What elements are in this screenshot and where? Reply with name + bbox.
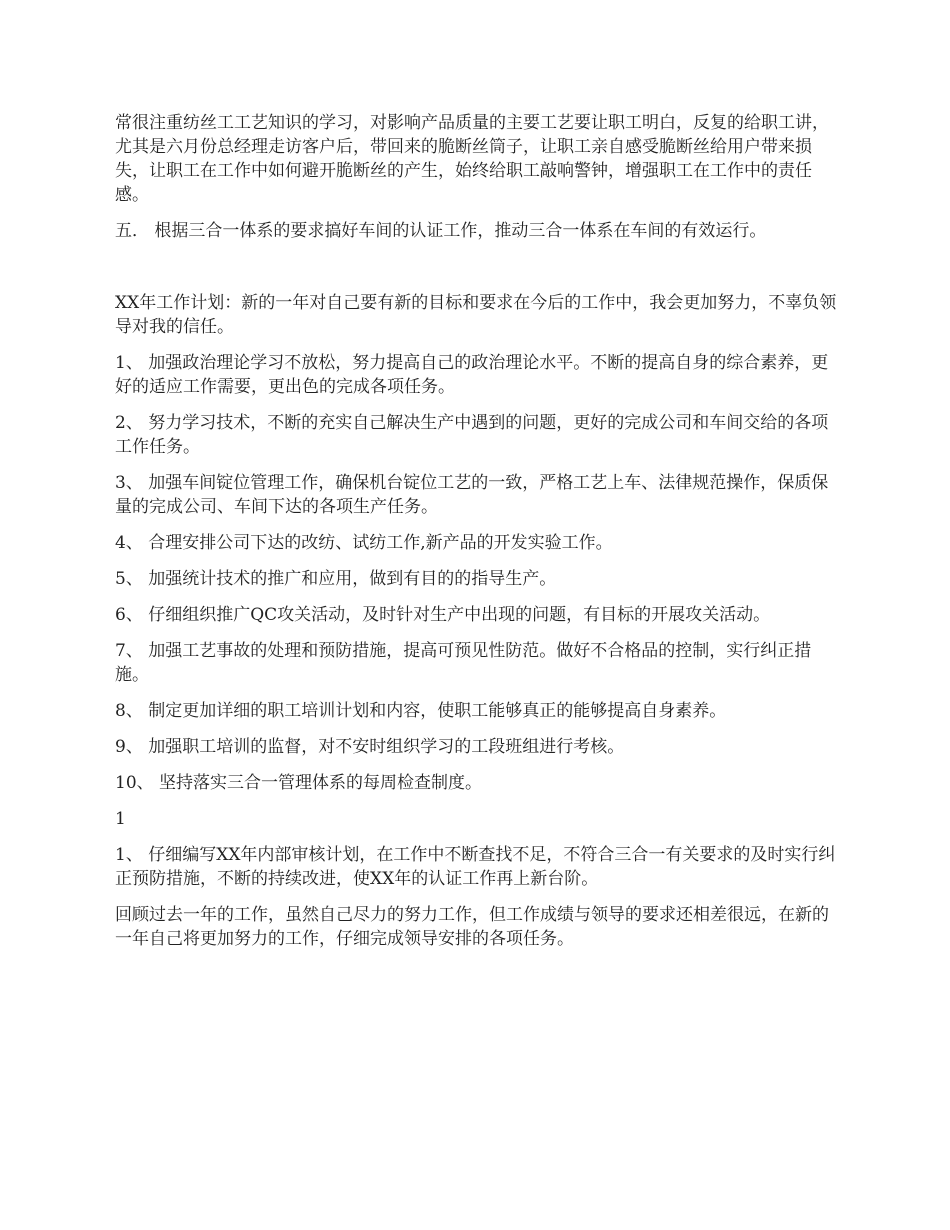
plan-item-3: 3、 加强车间锭位管理工作，确保机台锭位工艺的一致，严格工艺上车、法律规范操作，保质保量的完成公司、车间下达的各项生产任务。 (115, 473, 829, 517)
paragraph-work-plan-intro: XX年工作计划：新的一年对自己要有新的目标和要求在今后的工作中，我会更加努力，不辜负领导对我的信任。 (115, 293, 837, 337)
plan-item-6: 6、 仔细组织推广QC攻关活动，及时针对生产中出现的问题，有目标的开展攻关活动。 (115, 605, 771, 625)
plan-item-7: 7、 加强工艺事故的处理和预防措施，提高可预见性防范。做好不合格品的控制，实行纠正措施。 (115, 641, 812, 685)
plan-item-1: 1、 加强政治理论学习不放松，努力提高自己的政治理论水平。不断的提高自身的综合素养，更好的适应工作需要，更出色的完成各项任务。 (115, 353, 829, 397)
document-body (115, 111, 837, 963)
plan-item-8: 8、 制定更加详细的职工培训计划和内容，使职工能够真正的能够提高自身素养。 (115, 701, 727, 721)
paragraph-conclusion: 回顾过去一年的工作，虽然自己尽力的努力工作，但工作成绩与领导的要求还相差很远，在新的一年自己将更加努力的工作，仔细完成领导安排的各项任务。 (115, 905, 829, 949)
plan-item-2: 2、 努力学习技术，不断的充实自己解决生产中遇到的问题，更好的完成公司和车间交给的各项工作任务。 (115, 413, 829, 457)
blank-line (115, 255, 837, 279)
audit-plan-item: 1、 仔细编写XX年内部审核计划，在工作中不断查找不足，不符合三合一有关要求的及时实行纠正预防措施，不断的持续改进，使XX年的认证工作再上新台阶。 (115, 845, 836, 889)
plan-item-10: 10、 坚持落实三合一管理体系的每周检查制度。 (115, 773, 483, 793)
plan-item-9: 9、 加强职工培训的监督，对不安时组织学习的工段班组进行考核。 (115, 737, 625, 757)
plan-item-4: 4、 合理安排公司下达的改纺、试纺工作,新产品的开发实验工作。 (115, 533, 613, 553)
paragraph-item-five: 五． 根据三合一体系的要求搞好车间的认证工作，推动三合一体系在车间的有效运行。 (115, 221, 767, 241)
page-number-marker: 1 (115, 809, 126, 829)
paragraph-process-training: 常很注重纺丝工工艺知识的学习，对影响产品质量的主要工艺要让职工明白，反复的给职工讲，尤其是六月份总经理走访客户后，带回来的脆断丝筒子，让职工亲自感受脆断丝给用户带来损失，让职工在工作中如何避开脆断丝的产生，始终给职工敲响警钟，增强职工在工作中的责任感。 (115, 113, 829, 205)
plan-item-5: 5、 加强统计技术的推广和应用，做到有目的的指导生产。 (115, 569, 557, 589)
